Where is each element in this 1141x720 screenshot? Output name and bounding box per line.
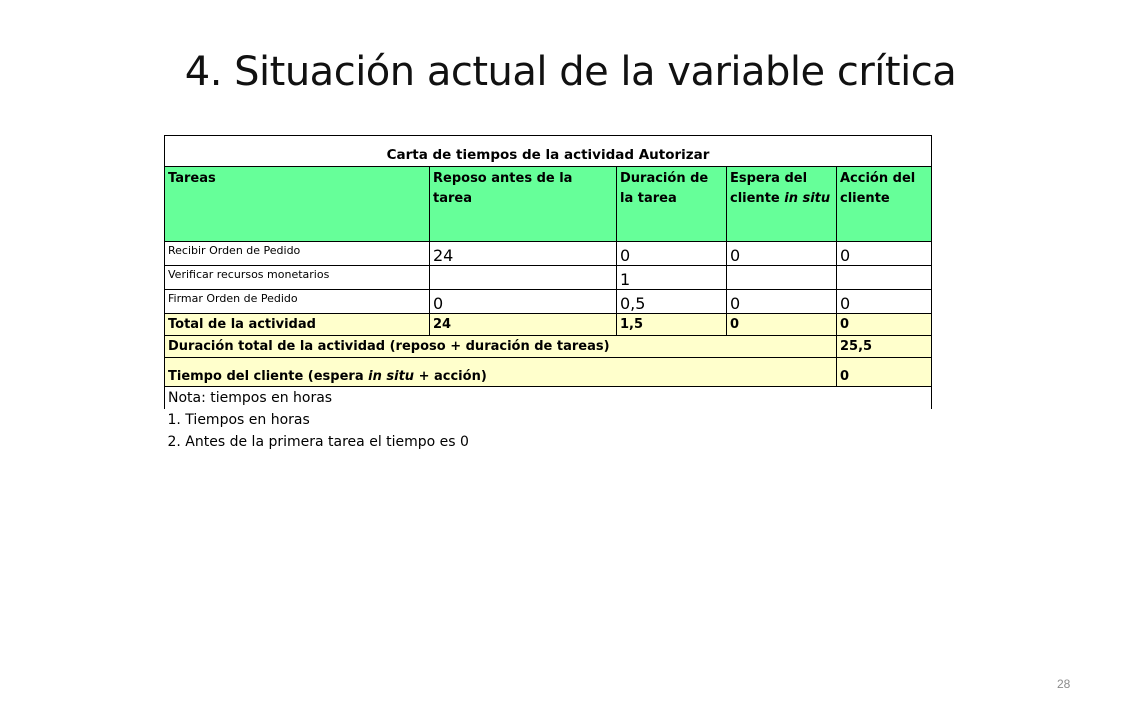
total-duration-value: 25,5 [837,336,932,358]
note-text: Nota: tiempos en horas [165,387,837,410]
task-rest: 0 [430,290,617,314]
note-row [165,387,932,410]
header-wait-text: Espera del cliente [730,171,808,206]
table-row [165,290,932,314]
task-duration: 0,5 [617,290,727,314]
task-wait [727,266,837,290]
total-duration-label: Duración total de la actividad (reposo + duración de tareas) [165,336,837,358]
note-text: 1. Tiempos en horas [167,412,310,428]
total-action: 0 [837,314,932,336]
total-label: Total de la actividad [165,314,430,336]
total-wait: 0 [727,314,837,336]
task-action [837,266,932,290]
time-chart-table [164,135,932,453]
task-wait: 0 [727,290,837,314]
table-row [165,242,932,266]
table-row [165,266,932,290]
total-duration-row [165,336,932,358]
header-duration: Duración de la tarea [617,167,727,242]
note-row [165,409,932,431]
page-number: 28 [1057,677,1071,691]
note-row [165,431,932,453]
task-rest: 24 [430,242,617,266]
client-time-row [165,358,932,387]
header-tasks: Tareas [165,167,430,242]
total-rest: 24 [430,314,617,336]
header-wait-italic: in situ [784,191,831,206]
total-row [165,314,932,336]
task-action: 0 [837,242,932,266]
task-name: Recibir Orden de Pedido [165,242,430,266]
task-rest [430,266,617,290]
task-name: Firmar Orden de Pedido [165,290,430,314]
task-name: Verificar recursos monetarios [165,266,430,290]
client-time-italic: in situ [368,369,415,384]
client-time-prefix: Tiempo del cliente (espera [168,369,369,384]
header-action: Acción del cliente [837,167,932,242]
client-time-suffix: + acción) [414,369,487,384]
client-time-label [165,358,837,387]
note-blank [837,387,932,410]
table-caption: Carta de tiempos de la actividad Autorizar [165,136,932,167]
client-time-value: 0 [837,358,932,387]
header-rest: Reposo antes de la tarea [430,167,617,242]
table-header-row [165,167,932,242]
task-duration: 0 [617,242,727,266]
task-action: 0 [837,290,932,314]
table-caption-row [165,136,932,167]
header-wait [727,167,837,242]
total-duration: 1,5 [617,314,727,336]
slide-title: 4. Situación actual de la variable crítica [184,49,957,95]
task-wait: 0 [727,242,837,266]
task-duration: 1 [617,266,727,290]
note-text: 2. Antes de la primera tarea el tiempo es 0 [167,434,469,450]
